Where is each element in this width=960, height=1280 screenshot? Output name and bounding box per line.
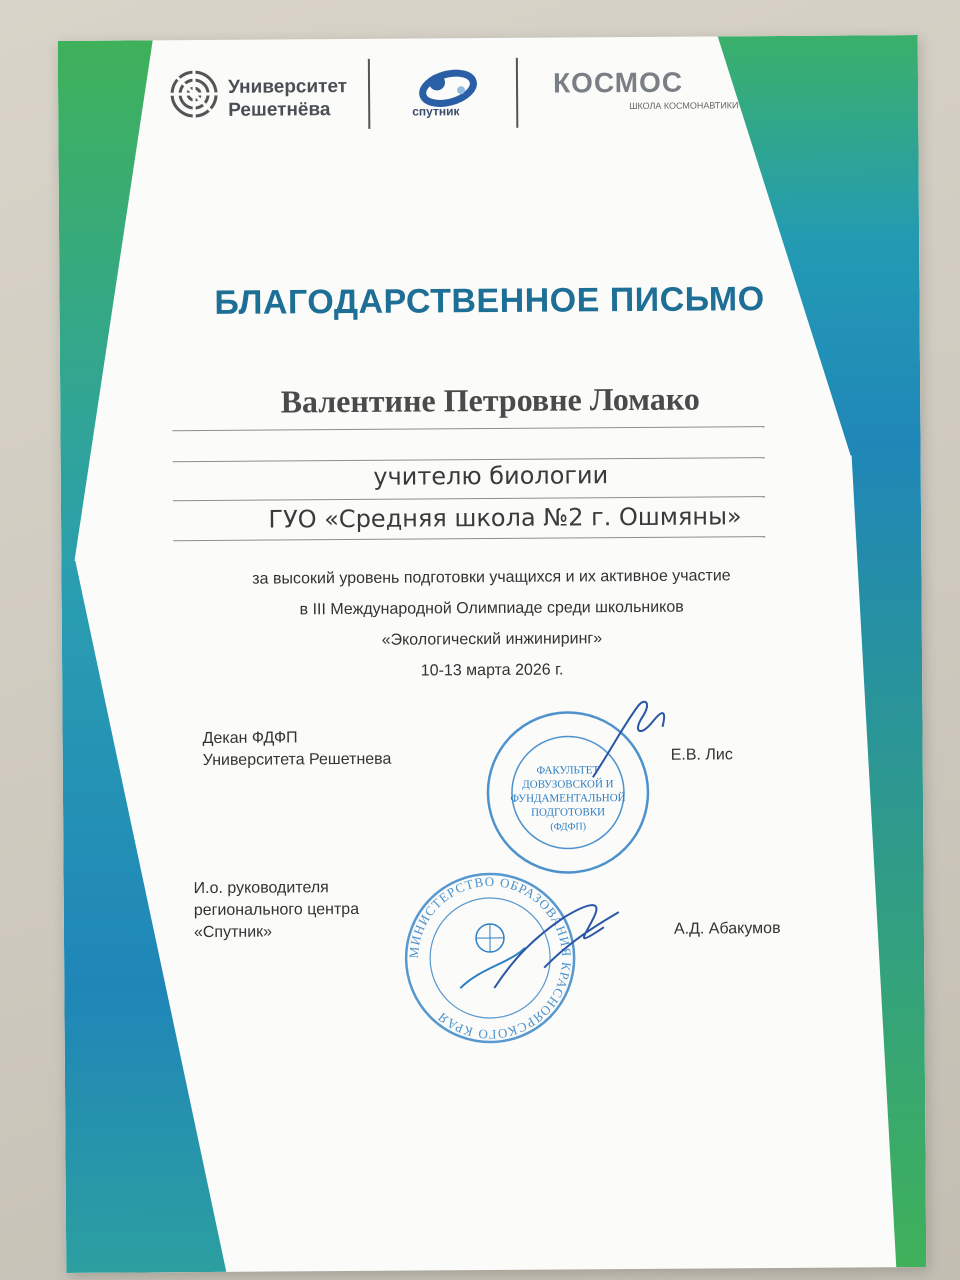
logo-bar bbox=[58, 55, 919, 141]
university-emblem-icon bbox=[168, 68, 220, 120]
body-line: за высокий уровень подготовки учащихся и их активное участие bbox=[252, 567, 731, 588]
body-text bbox=[61, 559, 922, 689]
svg-text:МИНИСТЕРСТВО ОБРАЗОВАНИЯ КРАСН: МИНИСТЕРСТВО ОБРАЗОВАНИЯ КРАСНОЯРСКОГО КРАЯ bbox=[405, 874, 575, 1043]
signatory-name: Е.В. Лис bbox=[670, 746, 733, 764]
underline bbox=[173, 536, 765, 541]
university-name: Университет Решетнёва bbox=[227, 75, 348, 121]
svg-text:ПОДГОТОВКИ: ПОДГОТОВКИ bbox=[531, 806, 606, 819]
signatory-name: А.Д. Абакумов bbox=[673, 919, 781, 938]
signature-scribble-2 bbox=[484, 877, 625, 998]
underline bbox=[172, 426, 764, 431]
kosmos-logo-text: КОСМОС bbox=[552, 66, 684, 99]
recipient-name: Валентине Петровне Ломако bbox=[280, 380, 700, 420]
sputnik-logo-text: спутник bbox=[412, 104, 460, 119]
signatory-title: Декан ФДФП Университета Решетнева bbox=[202, 729, 392, 770]
signatory-title: И.о. руководителя регионального центра «Спутник» bbox=[193, 879, 360, 942]
body-line: в III Международной Олимпиаде среди школьников bbox=[299, 598, 684, 619]
svg-text:ФАКУЛЬТЕТ: ФАКУЛЬТЕТ bbox=[536, 764, 600, 777]
recipient-school: ГУО «Средняя школа №2 г. Ошмяны» bbox=[268, 502, 742, 534]
body-line: «Экологический инжиниринг» bbox=[381, 630, 603, 649]
document-title: БЛАГОДАРСТВЕННОЕ ПИСЬМО bbox=[214, 280, 765, 322]
kosmos-logo-subtitle: ШКОЛА КОСМОНАВТИКИ bbox=[629, 100, 739, 112]
recipient-position: учителю биологии bbox=[373, 461, 609, 491]
logo-divider bbox=[516, 58, 518, 128]
signature-scribble-1 bbox=[582, 687, 673, 788]
body-date: 10-13 марта 2026 г. bbox=[420, 661, 564, 680]
certificate-sheet bbox=[58, 35, 927, 1273]
underline bbox=[173, 496, 765, 501]
svg-text:(ФДФП): (ФДФП) bbox=[550, 821, 587, 833]
svg-text:ДОВУЗОВСКОЙ И: ДОВУЗОВСКОЙ И bbox=[522, 778, 614, 791]
svg-text:ФУНДАМЕНТАЛЬНОЙ: ФУНДАМЕНТАЛЬНОЙ bbox=[510, 792, 626, 805]
logo-divider bbox=[368, 59, 370, 129]
